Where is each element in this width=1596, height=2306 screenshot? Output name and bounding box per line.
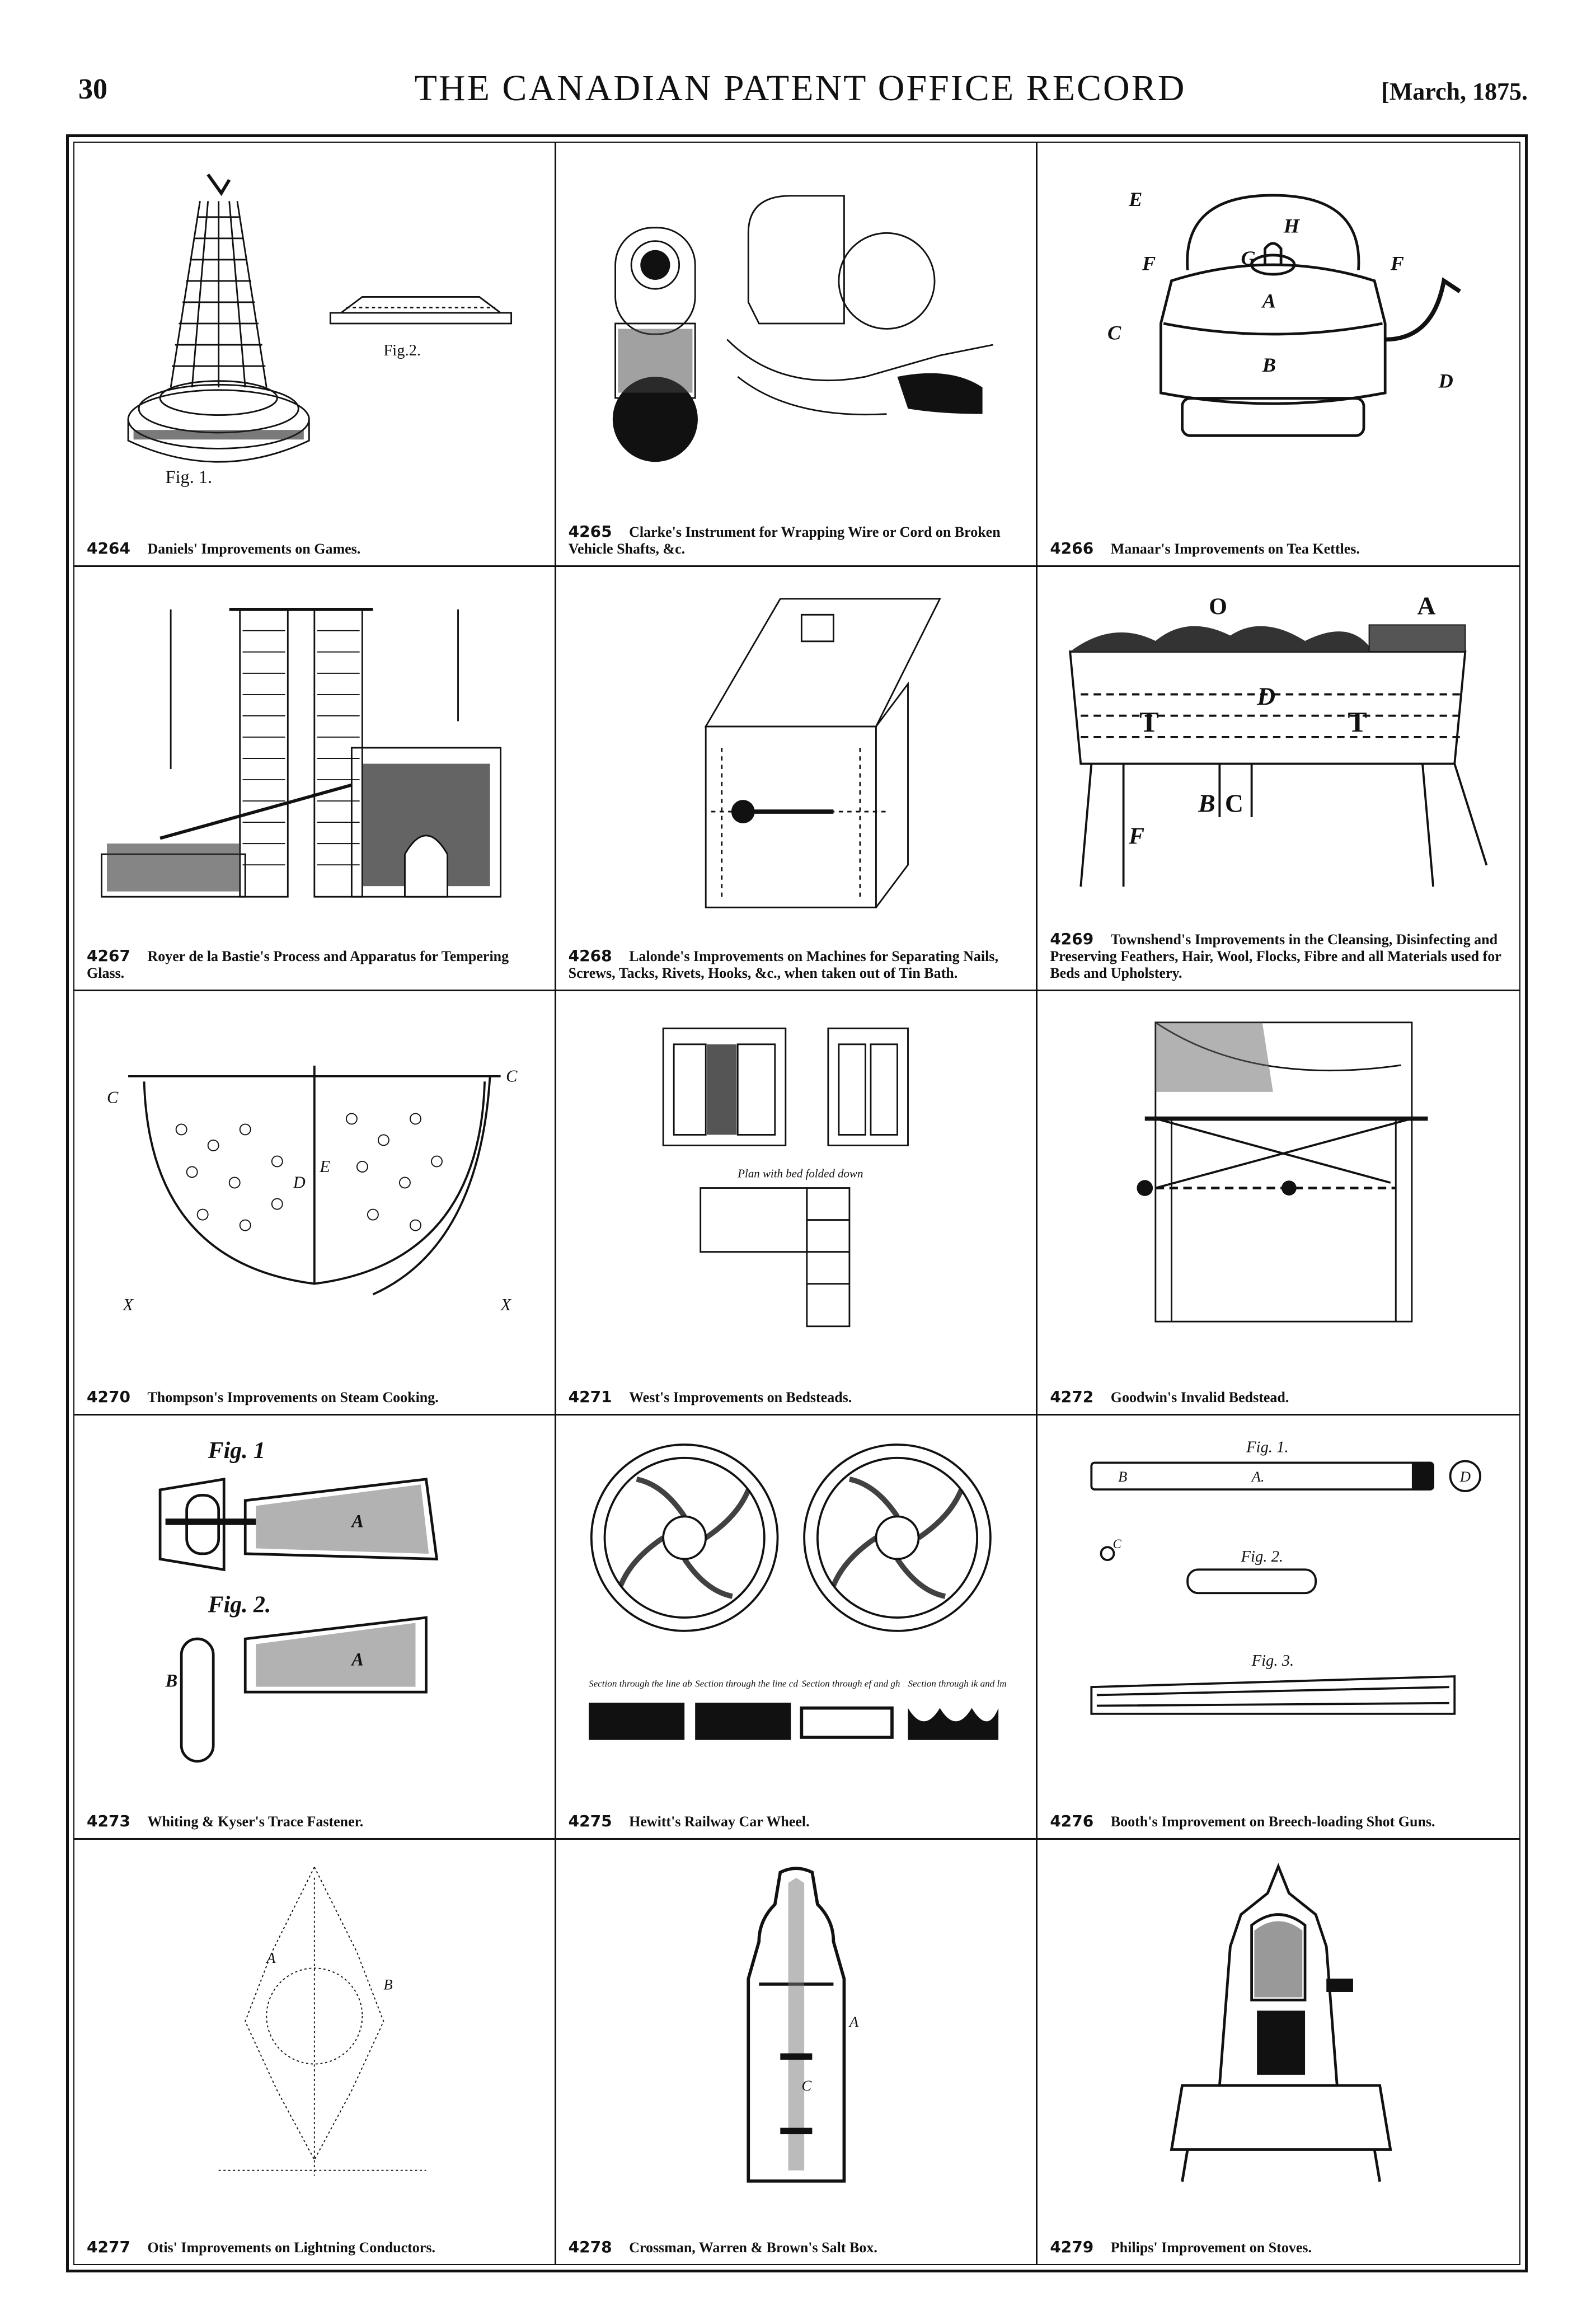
patent-number: 4268 bbox=[568, 946, 612, 965]
trough-label-c: C bbox=[1225, 789, 1244, 818]
wheel-section-efgh: Section through ef and gh bbox=[801, 1678, 900, 1689]
patent-plate-frame bbox=[66, 134, 1528, 2272]
patent-number: 4276 bbox=[1050, 1812, 1094, 1830]
patent-number: 4264 bbox=[87, 539, 130, 557]
lightning-rod-figure bbox=[86, 1851, 543, 2202]
patent-caption bbox=[87, 540, 544, 557]
patent-caption bbox=[87, 1813, 544, 1830]
trough-label-t1: T bbox=[1139, 706, 1159, 739]
patent-cell-4267 bbox=[74, 567, 556, 991]
page-number: 30 bbox=[78, 73, 107, 105]
patent-grid bbox=[73, 142, 1520, 2265]
cooker-label-c2: C bbox=[506, 1066, 518, 1086]
kettle-label-g: G bbox=[1241, 246, 1256, 269]
kettle-label-e: E bbox=[1129, 188, 1143, 211]
patent-number: 4267 bbox=[87, 946, 130, 965]
trough-label-b: B bbox=[1198, 789, 1216, 818]
patent-number: 4277 bbox=[87, 2238, 130, 2256]
gun-fig2-label: Fig. 2. bbox=[1241, 1547, 1284, 1566]
gun-label-b: B bbox=[1118, 1468, 1128, 1485]
patent-number: 4273 bbox=[87, 1812, 130, 1830]
patent-caption bbox=[1050, 931, 1509, 982]
fig-label-2: Fig.2. bbox=[383, 342, 421, 360]
shotgun-cartridge-figure bbox=[1049, 1427, 1508, 1777]
bedstead-plan-label: Plan with bed folded down bbox=[737, 1166, 863, 1180]
patent-title: Daniels' Improvements on Games. bbox=[147, 541, 361, 557]
patent-cell-4276 bbox=[1038, 1416, 1519, 1840]
gun-fig1-label: Fig. 1. bbox=[1246, 1438, 1289, 1456]
patent-caption bbox=[1050, 2239, 1509, 2256]
patent-title: Hewitt's Railway Car Wheel. bbox=[629, 1813, 810, 1830]
cooker-label-e: E bbox=[320, 1156, 330, 1176]
patent-number: 4269 bbox=[1050, 930, 1094, 948]
trough-label-d: D bbox=[1257, 682, 1276, 711]
trough-label-t2: T bbox=[1348, 706, 1368, 739]
trace-fastener-figure bbox=[86, 1427, 543, 1777]
wheel-section-iklm: Section through ik and lm bbox=[908, 1678, 1007, 1689]
issue-date: [March, 1875. bbox=[1381, 78, 1528, 105]
fastener-label-a2: A bbox=[351, 1649, 364, 1670]
patent-number: 4266 bbox=[1050, 539, 1094, 557]
rod-label-a: A bbox=[266, 1949, 276, 1966]
patent-number: 4278 bbox=[568, 2238, 612, 2256]
steam-cooker-figure bbox=[86, 1002, 543, 1352]
cleansing-trough-figure bbox=[1049, 578, 1508, 928]
patent-title: Townshend's Improvements in the Cleansing, Disinfecting and Preserving Feathers, Hair, Wool, Flocks, Fibre and all Materials used for Beds and Upholstery. bbox=[1050, 931, 1501, 981]
fastener-fig2-label: Fig. 2. bbox=[208, 1592, 271, 1618]
patent-number: 4279 bbox=[1050, 2238, 1094, 2256]
patent-title: Clarke's Instrument for Wrapping Wire or Cord on Broken Vehicle Shafts, &c. bbox=[568, 524, 1001, 557]
patent-title: Manaar's Improvements on Tea Kettles. bbox=[1110, 541, 1360, 557]
patent-title: Goodwin's Invalid Bedstead. bbox=[1110, 1389, 1289, 1405]
trough-label-f: F bbox=[1129, 823, 1145, 850]
patent-caption bbox=[569, 2239, 1026, 2256]
patent-caption bbox=[87, 948, 544, 982]
patent-cell-4278 bbox=[556, 1840, 1038, 2264]
patent-cell-4268 bbox=[556, 567, 1038, 991]
wheel-section-cd: Section through the line cd bbox=[694, 1678, 798, 1689]
wheel-section-ab: Section through the line ab bbox=[588, 1678, 692, 1689]
fastener-label-a1: A bbox=[351, 1511, 364, 1531]
patent-caption bbox=[569, 523, 1026, 557]
patent-title: Whiting & Kyser's Trace Fastener. bbox=[147, 1813, 364, 1830]
patent-title: Crossman, Warren & Brown's Salt Box. bbox=[629, 2239, 877, 2256]
saltbox-label-a: A bbox=[849, 2013, 858, 2030]
patent-caption bbox=[87, 2239, 544, 2256]
car-wheel-figure bbox=[567, 1427, 1025, 1777]
cooker-label-x1: X bbox=[123, 1295, 134, 1315]
kettle-label-b: B bbox=[1262, 353, 1276, 376]
patent-caption bbox=[1050, 540, 1509, 557]
furnace-figure bbox=[86, 578, 543, 928]
patent-number: 4275 bbox=[568, 1812, 612, 1830]
fastener-label-b: B bbox=[165, 1670, 178, 1691]
kettle-label-c: C bbox=[1107, 321, 1121, 344]
patent-number: 4270 bbox=[87, 1388, 130, 1406]
patent-caption bbox=[1050, 1389, 1509, 1406]
salt-box-figure bbox=[567, 1851, 1025, 2202]
trough-label-a: A bbox=[1417, 591, 1436, 620]
gun-label-d: D bbox=[1460, 1468, 1471, 1485]
invalid-bedstead-figure bbox=[1049, 1002, 1508, 1352]
patent-title: Thompson's Improvements on Steam Cooking. bbox=[147, 1389, 439, 1405]
patent-number: 4271 bbox=[568, 1388, 612, 1406]
cooker-label-x2: X bbox=[500, 1295, 511, 1315]
patent-cell-4269 bbox=[1038, 567, 1519, 991]
kettle-label-d: D bbox=[1438, 369, 1454, 392]
separating-machine-figure bbox=[567, 578, 1025, 928]
patent-title: Royer de la Bastie's Process and Apparatus for Tempering Glass. bbox=[87, 948, 509, 981]
patent-cell-4277 bbox=[74, 1840, 556, 2264]
patent-caption bbox=[569, 1389, 1026, 1406]
saltbox-label-c: C bbox=[801, 2077, 811, 2094]
kettle-label-f2: F bbox=[1391, 252, 1405, 275]
stove-figure bbox=[1049, 1851, 1508, 2202]
patent-cell-4271 bbox=[556, 991, 1038, 1416]
tower-game-figure bbox=[86, 154, 543, 504]
page-header bbox=[73, 62, 1528, 118]
patent-cell-4266 bbox=[1038, 143, 1519, 567]
journal-title: THE CANADIAN PATENT OFFICE RECORD bbox=[414, 68, 1186, 109]
gun-label-c: C bbox=[1112, 1537, 1122, 1552]
gun-fig3-label: Fig. 3. bbox=[1251, 1652, 1294, 1670]
wrapping-instrument-figure bbox=[567, 154, 1025, 504]
patent-cell-4272 bbox=[1038, 991, 1519, 1416]
patent-title: Lalonde's Improvements on Machines for Separating Nails, Screws, Tacks, Rivets, Hooks, &c., when taken out of Tin Bath. bbox=[568, 948, 998, 981]
patent-cell-4279 bbox=[1038, 1840, 1519, 2264]
patent-caption bbox=[569, 948, 1026, 982]
fig-label-1: Fig. 1. bbox=[165, 467, 213, 488]
patent-cell-4270 bbox=[74, 991, 556, 1416]
fastener-fig1-label: Fig. 1 bbox=[208, 1437, 265, 1464]
patent-number: 4265 bbox=[568, 522, 612, 541]
kettle-label-h: H bbox=[1284, 214, 1300, 237]
patent-title: Booth's Improvement on Breech-loading Shot Guns. bbox=[1110, 1813, 1435, 1830]
kettle-label-a: A bbox=[1262, 289, 1276, 312]
trough-label-o: O bbox=[1209, 594, 1228, 620]
patent-caption bbox=[1050, 1813, 1509, 1830]
kettle-label-f1: F bbox=[1142, 252, 1156, 275]
patent-caption bbox=[569, 1813, 1026, 1830]
cooker-label-d: D bbox=[293, 1173, 306, 1192]
cooker-label-c1: C bbox=[107, 1088, 119, 1107]
rod-label-b: B bbox=[383, 1976, 393, 1993]
patent-caption bbox=[87, 1389, 544, 1406]
bedstead-cabinet-figure bbox=[567, 1002, 1025, 1352]
gun-label-a: A. bbox=[1251, 1468, 1265, 1485]
patent-title: Otis' Improvements on Lightning Conductors. bbox=[147, 2239, 435, 2256]
patent-title: West's Improvements on Bedsteads. bbox=[629, 1389, 852, 1405]
tea-kettle-figure bbox=[1049, 154, 1508, 504]
patent-cell-4273 bbox=[74, 1416, 556, 1840]
patent-title: Philips' Improvement on Stoves. bbox=[1110, 2239, 1312, 2256]
patent-cell-4265 bbox=[556, 143, 1038, 567]
patent-cell-4275 bbox=[556, 1416, 1038, 1840]
patent-number: 4272 bbox=[1050, 1388, 1094, 1406]
patent-cell-4264 bbox=[74, 143, 556, 567]
